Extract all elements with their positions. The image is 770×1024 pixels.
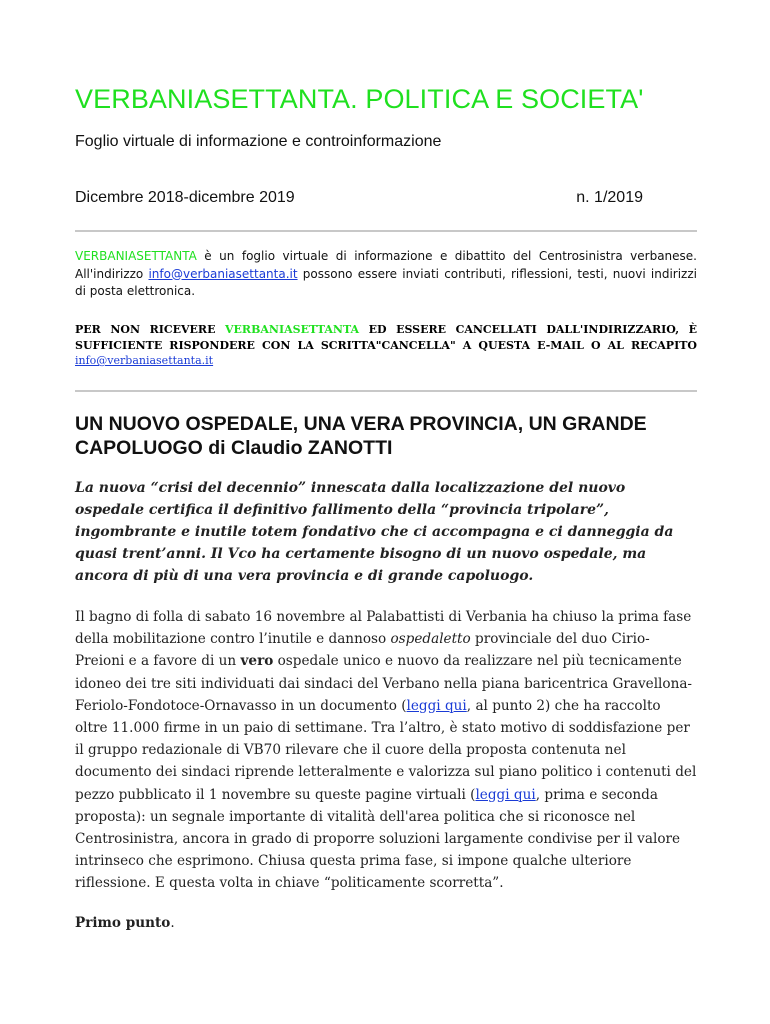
top-divider	[75, 230, 697, 232]
article-body	[75, 606, 697, 895]
about-text-2: possono essere inviati contributi, riflessioni, testi, nuovi indirizzi di posta elettronica.	[75, 266, 697, 298]
first-point-period: .	[170, 915, 175, 931]
body-text-5: , prima e seconda proposta): un segnale importante di vitalità dell'area politica che si riconosce nel Centrosinistra, ancora in grado di proporre soluzioni largamente condivise per il valore intrinseco che esprimono. Chiusa questa prima fase, si impone qualche ulteriore riflessione. E questa volta in chiave “politicamente scorretta”.	[75, 786, 681, 892]
body-text-2: provinciale del duo Cirio-Preioni e a favore di un	[75, 631, 650, 670]
unsub-email-link[interactable]: info@verbaniasettanta.it	[75, 354, 214, 367]
article-lede: La nuova “crisi del decennio” innescata dalla localizzazione del nuovo ospedale certifica il definitivo fallimento della “provincia tripolare”, ingombrante e inutile totem fondativo che ci accompagna e ci danneggia da quasi trent’anni. Il Vco ha certamente bisogno di un nuovo ospedale, ma ancora di più di una vera provincia e di grande capoluogo.	[75, 480, 674, 584]
read-here-link-1[interactable]: leggi qui	[406, 697, 467, 714]
about-text-1: è un foglio virtuale di informazione e dibattito del Centrosinistra verbanese. All'indirizzo	[75, 249, 697, 281]
first-point-heading	[75, 915, 175, 931]
unsub-text-1: PER NON RICEVERE	[75, 323, 226, 336]
unsub-text-2: ED ESSERE CANCELLATI DALL'INDIRIZZARIO, È SUFFICIENTE RISPONDERE CON LA SCRITTA"CANCELLA" A QUESTA E-MAIL O AL RECAPITO	[75, 323, 697, 352]
about-paragraph	[75, 248, 697, 301]
about-brand: VERBANIASETTANTA	[75, 249, 197, 263]
masthead-subtitle: Foglio virtuale di informazione e controinformazione	[75, 133, 442, 150]
read-here-link-2[interactable]: leggi qui	[475, 786, 536, 803]
issue-period: Dicembre 2018-dicembre 2019	[75, 189, 295, 206]
body-text-3: ospedale unico e nuovo da realizzare nel più tecnicamente idoneo dei tre siti individuati dai sindaci del Verbano nella piana baricentrica Gravellona-Feriolo-Fondotoce-Ornavasso in un documento (	[75, 653, 693, 714]
first-point-label: Primo punto	[75, 915, 171, 931]
section-divider	[75, 390, 697, 392]
body-emphasis: ospedaletto	[390, 631, 471, 648]
about-email-link[interactable]: info@verbaniasettanta.it	[148, 266, 298, 281]
body-text-1: Il bagno di folla di sabato 16 novembre al Palabattisti di Verbania ha chiuso la prima fase della mobilitazione contro l’inutile e dannoso	[75, 609, 692, 648]
masthead-title: VERBANIASETTANTA. POLITICA E SOCIETA'	[75, 84, 644, 114]
article-headline: UN NUOVO OSPEDALE, UNA VERA PROVINCIA, UN GRANDE CAPOLUOGO di Claudio ZANOTTI	[75, 413, 647, 459]
body-text-4: , al punto 2) che ha raccolto oltre 11.000 firme in un paio di settimane. Tra l’altro, è stato motivo di soddisfazione per il gruppo redazionale di VB70 rilevare che il cuore della proposta contenuta nel documento dei sindaci riprende letteralmente e valorizza sul piano politico i contenuti del pezzo pubblicato il 1 novembre su queste pagine virtuali (	[75, 697, 697, 803]
body-strong: vero	[240, 653, 274, 670]
issue-number: n. 1/2019	[576, 189, 643, 206]
unsub-brand: VERBANIASETTANTA	[225, 323, 360, 336]
unsubscribe-notice	[75, 322, 697, 369]
